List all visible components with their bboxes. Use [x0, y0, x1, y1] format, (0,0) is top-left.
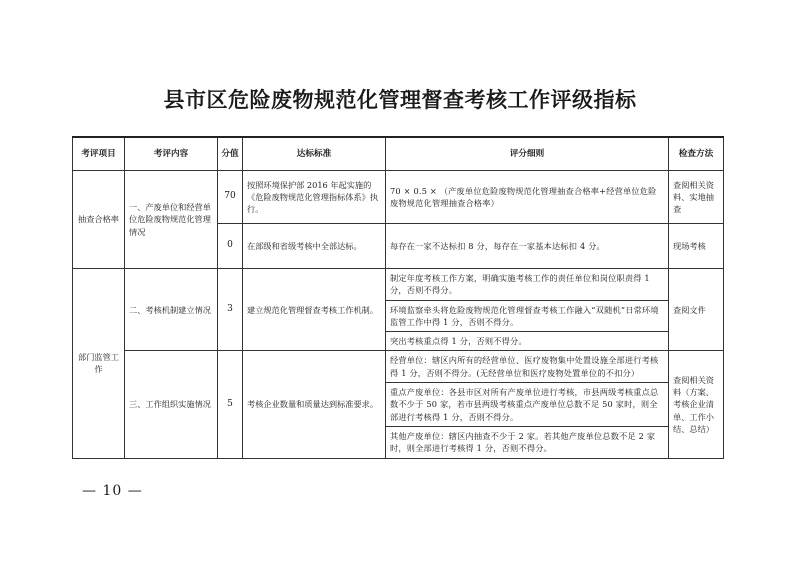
- section1-row2-standard: 在部级和省级考核中全部达标。: [243, 224, 386, 269]
- section2-group2-detail-3: 其他产废单位：辖区内抽查不少于 2 家。若其他产废单位总数不足 2 家时，则全部进行考核得 1 分，否则不得分。: [386, 426, 669, 458]
- section1-row1-standard: 按照环境保护部 2016 年起实施的《危险废物规范化管理指标体系》执行。: [243, 171, 386, 224]
- section2-group1-detail-2: 环境监察牵头将危险废物规范化管理督查考核工作融入“双随机”日常环境监管工作中得 1 分，否则不得分。: [386, 300, 669, 332]
- header-detail: 评分细则: [386, 137, 669, 171]
- document-title: 县市区危险废物规范化管理督查考核工作评级指标: [163, 87, 637, 112]
- section2-group2-method: 查阅相关资料（方案、考核企业清单、工作小结、总结）: [669, 351, 724, 458]
- section2-group1-detail-1: 制定年度考核工作方案，明确实施考核工作的责任单位和岗位职责得 1 分，否则不得分。: [386, 269, 669, 301]
- section1-row1-score: 70: [218, 171, 243, 224]
- section2-group2-score: 5: [218, 351, 243, 458]
- page-number: — 10 —: [82, 483, 143, 499]
- table-row: [73, 171, 724, 224]
- section1-item: 抽查合格率: [73, 171, 125, 269]
- section2-group1-standard: 建立规范化管理督查考核工作机制。: [243, 269, 386, 351]
- section2-group1-score: 3: [218, 269, 243, 351]
- header-score: 分值: [218, 137, 243, 171]
- header-content: 考评内容: [125, 137, 218, 171]
- table-header-row: [73, 137, 724, 171]
- header-method: 检查方法: [669, 137, 724, 171]
- section1-row2-score: 0: [218, 224, 243, 269]
- section2-group2-content: 三、工作组织实施情况: [125, 351, 218, 458]
- table-row: [73, 269, 724, 301]
- header-standard: 达标标准: [243, 137, 386, 171]
- section2-group1-detail-3: 突出考核重点得 1 分，否则不得分。: [386, 332, 669, 351]
- section2-group2-standard: 考核企业数量和质量达到标准要求。: [243, 351, 386, 458]
- section2-group2-detail-2: 重点产废单位：各县市区对所有产废单位进行考核，市县两级考核重点总数不少于 50 家，若市县两级考核重点产废单位总数不足 50 家时，则全部进行考核得 1 分，否则不得分。: [386, 383, 669, 427]
- section2-group1-method: 查阅文件: [669, 269, 724, 351]
- section2-group2-detail-1: 经营单位：辖区内所有的经营单位、医疗废物集中处置设施全部进行考核得 1 分，否则不得分。(无经营单位和医疗废物处置单位的不扣分）: [386, 351, 669, 383]
- section1-content: 一、产废单位和经营单位危险废物规范化管理情况: [125, 171, 218, 269]
- section1-row1-detail: 70 × 0.5 × （产废单位危险废物规范化管理抽查合格率+经营单位危险废物规范化管理抽查合格率）: [386, 171, 669, 224]
- header-item: 考评项目: [73, 137, 125, 171]
- section1-row2-detail: 每存在一家不达标扣 8 分，每存在一家基本达标扣 4 分。: [386, 224, 669, 269]
- section2-group1-content: 二、考核机制建立情况: [125, 269, 218, 351]
- table-row: [73, 351, 724, 383]
- section2-item: 部门监管工作: [73, 269, 125, 459]
- section1-row1-method: 查阅相关资料、实地抽查: [669, 171, 724, 224]
- evaluation-table: [72, 136, 724, 459]
- section1-row2-method: 现场考核: [669, 224, 724, 269]
